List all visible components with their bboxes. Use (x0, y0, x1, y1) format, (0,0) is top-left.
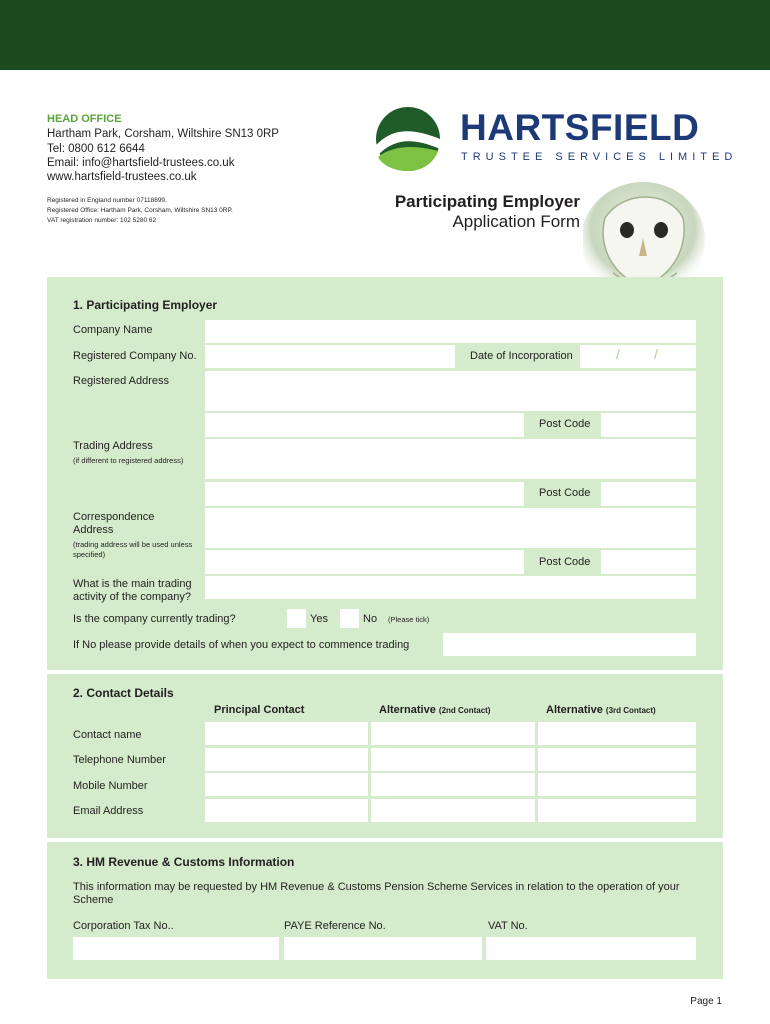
yes-checkbox[interactable] (287, 609, 306, 628)
form-title: Participating Employer (394, 192, 580, 211)
post-code-label: Post Code (539, 487, 591, 499)
alternative-label: Alternative (379, 704, 436, 716)
registered-number: Registered in England number 07118899. (47, 197, 167, 204)
form-subtitle: Application Form (452, 212, 580, 231)
commence-trading-label: If No please provide details of when you expect to commence trading (73, 639, 410, 651)
correspondence-post-code-field[interactable] (601, 550, 696, 574)
brand-name: HARTSFIELD (460, 107, 700, 148)
principal-mobile-field[interactable] (205, 773, 368, 796)
principal-email-field[interactable] (205, 799, 368, 822)
top-banner (0, 0, 770, 70)
yes-label: Yes (310, 613, 328, 625)
paye-reference-field[interactable] (284, 937, 482, 960)
registered-address-label: Registered Address (73, 375, 169, 387)
principal-contact-header: Principal Contact (214, 704, 305, 716)
correspondence-address-label: Correspondence Address (73, 511, 155, 536)
alt3-telephone-field[interactable] (538, 748, 696, 771)
corporation-tax-label: Corporation Tax No.. (73, 920, 174, 932)
principal-telephone-field[interactable] (205, 748, 368, 771)
alt3-contact-name-field[interactable] (538, 722, 696, 745)
alt3-mobile-field[interactable] (538, 773, 696, 796)
date-separator: / (654, 346, 658, 362)
brand-tagline: TRUSTEE SERVICES LIMITED (461, 151, 738, 163)
date-separator: / (616, 346, 620, 362)
date-of-incorporation-label: Date of Incorporation (470, 350, 573, 362)
vat-no-label: VAT No. (488, 920, 528, 932)
email-address-label: Email Address (73, 805, 144, 817)
no-checkbox[interactable] (340, 609, 359, 628)
section-contact-details (47, 674, 723, 838)
alt2-mobile-field[interactable] (371, 773, 535, 796)
registered-office: Registered Office: Hartham Park, Corsham, Wiltshire SN13 0RP. (47, 207, 233, 214)
correspondence-address-note: (trading address will be used unless specified) (73, 540, 193, 559)
alt2-email-field[interactable] (371, 799, 535, 822)
principal-contact-name-field[interactable] (205, 722, 368, 745)
alternative-2nd-header (379, 704, 490, 716)
contact-name-label: Contact name (73, 729, 142, 741)
please-tick-note: (Please tick) (388, 615, 430, 624)
page-number: Page 1 (690, 996, 722, 1007)
trading-address-field-line2[interactable] (205, 482, 524, 506)
alternative-label: Alternative (546, 704, 603, 716)
trading-address-field[interactable] (205, 439, 696, 479)
commence-trading-field[interactable] (443, 633, 696, 656)
trading-address-note: (if different to registered address) (73, 456, 184, 465)
mobile-number-label: Mobile Number (73, 780, 148, 792)
section-3-title: 3. HM Revenue & Customs Information (73, 855, 295, 869)
office-telephone: Tel: 0800 612 6644 (47, 143, 145, 155)
alternative-3rd-header (546, 704, 656, 716)
section-1-title: 1. Participating Employer (73, 298, 218, 312)
paye-reference-label: PAYE Reference No. (284, 920, 386, 932)
head-office-label: HEAD OFFICE (47, 113, 122, 125)
registered-company-no-field[interactable] (205, 345, 455, 368)
office-address: Hartham Park, Corsham, Wiltshire SN13 0RP (47, 128, 279, 140)
hartsfield-logo-icon (372, 105, 444, 173)
correspondence-address-field-line2[interactable] (205, 550, 524, 574)
date-of-incorporation-field[interactable] (580, 345, 696, 368)
section-2-title: 2. Contact Details (73, 686, 174, 700)
alt2-telephone-field[interactable] (371, 748, 535, 771)
post-code-label: Post Code (539, 418, 591, 430)
corporation-tax-field[interactable] (73, 937, 279, 960)
registered-company-no-label: Registered Company No. (73, 350, 197, 362)
alt3-email-field[interactable] (538, 799, 696, 822)
vat-no-field[interactable] (486, 937, 696, 960)
alt2-contact-name-field[interactable] (371, 722, 535, 745)
registered-post-code-field[interactable] (601, 413, 696, 437)
registered-address-field[interactable] (205, 371, 696, 411)
no-label: No (363, 613, 378, 625)
correspondence-address-field[interactable] (205, 508, 696, 548)
office-website[interactable]: www.hartsfield-trustees.co.uk (47, 171, 197, 183)
telephone-number-label: Telephone Number (73, 754, 166, 766)
company-name-label: Company Name (73, 324, 153, 336)
hmrc-description: This information may be requested by HM Revenue & Customs Pension Scheme Services in relation to the operation of your Scheme (73, 881, 680, 906)
second-contact-label: (2nd Contact) (438, 706, 491, 715)
trading-address-label: Trading Address (73, 440, 153, 452)
currently-trading-label: Is the company currently trading? (73, 613, 236, 625)
trading-post-code-field[interactable] (601, 482, 696, 506)
registered-address-field-line2[interactable] (205, 413, 524, 437)
post-code-label: Post Code (539, 556, 591, 568)
section-hmrc-information (47, 842, 723, 979)
section-participating-employer (47, 277, 723, 670)
main-activity-label: What is the main trading activity of the company? (73, 578, 192, 603)
third-contact-label: (3rd Contact) (605, 706, 656, 715)
company-name-field[interactable] (205, 320, 696, 343)
vat-registration: VAT registration number: 102 5280 62 (47, 217, 157, 224)
office-email[interactable]: Email: info@hartsfield-trustees.co.uk (47, 157, 235, 169)
main-activity-field[interactable] (205, 576, 696, 599)
